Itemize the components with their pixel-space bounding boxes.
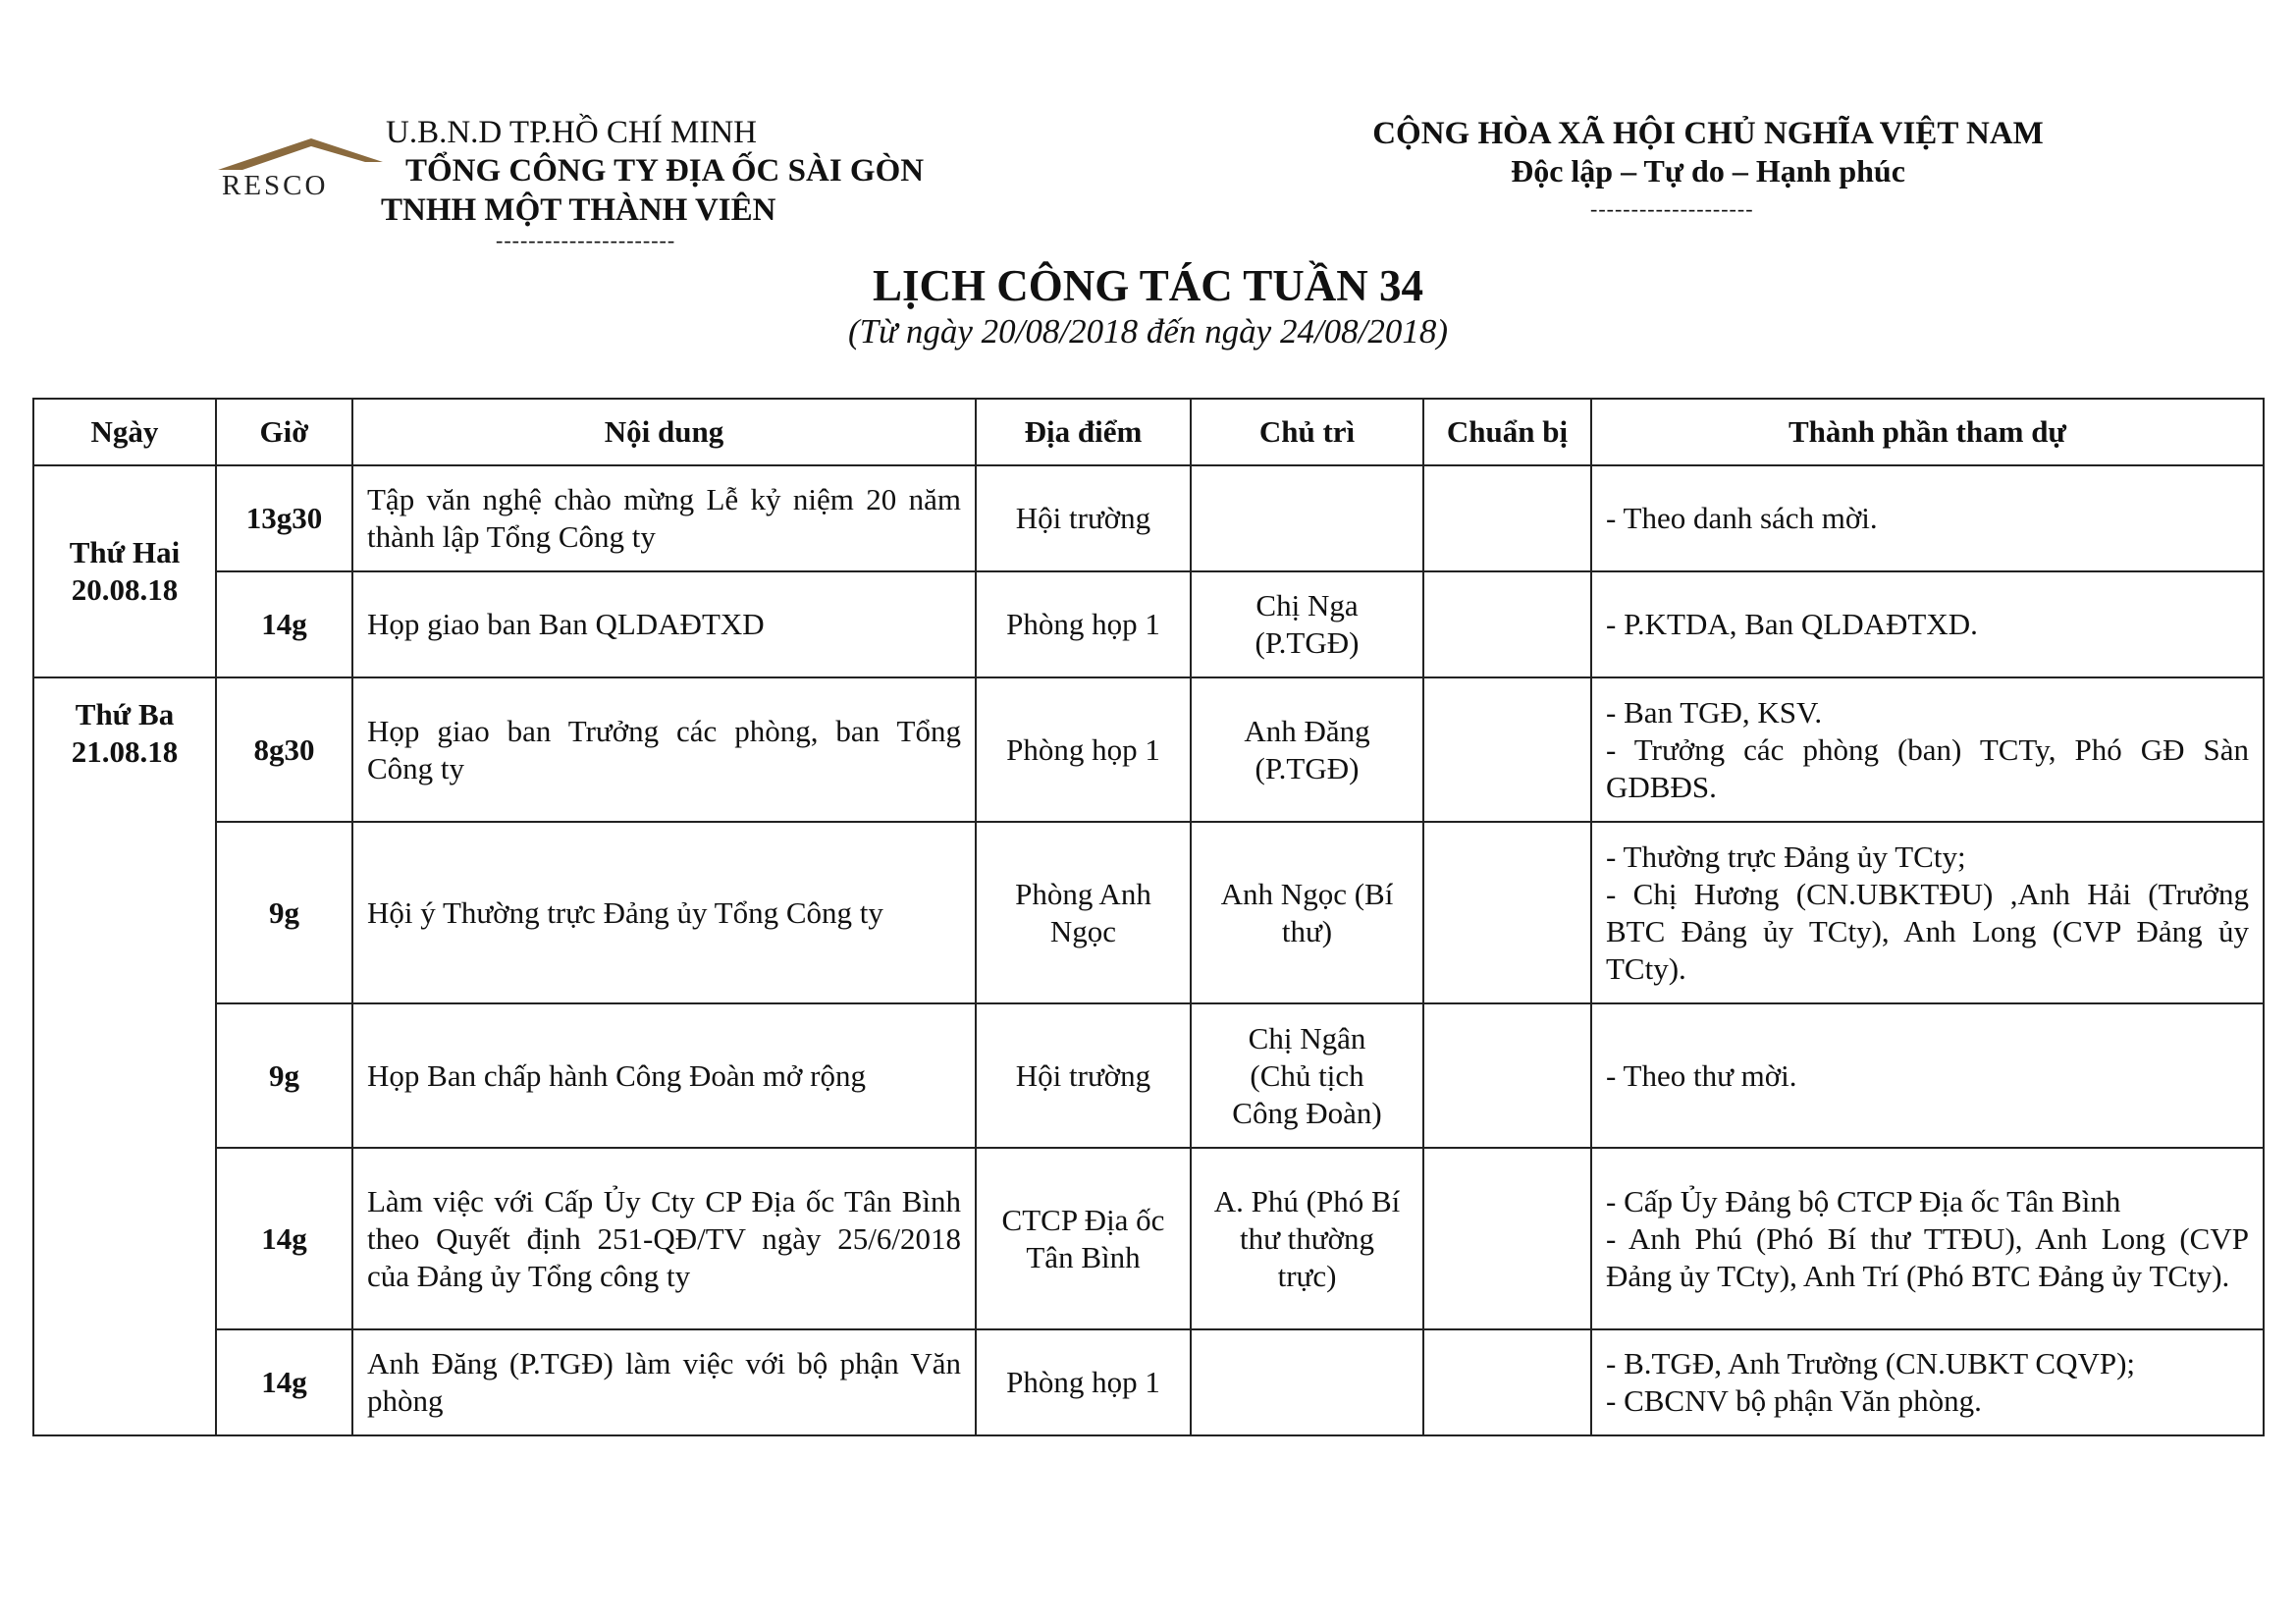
right-divider: -------------------- bbox=[1590, 196, 1754, 221]
prep-cell bbox=[1423, 465, 1591, 571]
table-row bbox=[33, 1329, 2264, 1435]
day-cell-tuesday bbox=[33, 677, 216, 1435]
location-cell: Phòng họp 1 bbox=[976, 571, 1191, 677]
attendee-line: - Trưởng các phòng (ban) TCTy, Phó GĐ Sàn GDBĐS. bbox=[1606, 731, 2249, 804]
col-header-time: Giờ bbox=[216, 399, 352, 465]
table-row bbox=[33, 1003, 2264, 1148]
attendee-line: - Theo danh sách mời. bbox=[1606, 501, 1878, 535]
attendees-cell bbox=[1591, 1003, 2264, 1148]
attendees-cell bbox=[1591, 1148, 2264, 1329]
attendee-line: - B.TGĐ, Anh Trường (CN.UBKT CQVP); bbox=[1606, 1346, 2136, 1380]
table-row bbox=[33, 822, 2264, 1003]
prep-cell bbox=[1423, 822, 1591, 1003]
location-cell: CTCP Địa ốc Tân Bình bbox=[976, 1148, 1191, 1329]
day-name: Thứ Ba bbox=[75, 697, 175, 731]
roof-logo-icon bbox=[218, 133, 383, 172]
chair-cell: Anh Ngọc (Bí thư) bbox=[1191, 822, 1423, 1003]
time-cell: 13g30 bbox=[216, 465, 352, 571]
col-header-chair: Chủ trì bbox=[1191, 399, 1423, 465]
col-header-content: Nội dung bbox=[352, 399, 976, 465]
day-date: 20.08.18 bbox=[71, 572, 179, 607]
chair-cell bbox=[1191, 1003, 1423, 1148]
time-cell: 9g bbox=[216, 822, 352, 1003]
content-cell: Hội ý Thường trực Đảng ủy Tổng Công ty bbox=[352, 822, 976, 1003]
time-cell: 14g bbox=[216, 1329, 352, 1435]
content-cell: Anh Đăng (P.TGĐ) làm việc với bộ phận Văn phòng bbox=[352, 1329, 976, 1435]
location-cell: Hội trường bbox=[976, 465, 1191, 571]
company-logo bbox=[218, 133, 383, 201]
table-row bbox=[33, 571, 2264, 677]
attendee-line: - Thường trực Đảng ủy TCty; bbox=[1606, 839, 1966, 874]
agency-line-1: U.B.N.D TP.HỒ CHÍ MINH bbox=[386, 115, 758, 150]
location-cell: Phòng họp 1 bbox=[976, 1329, 1191, 1435]
agency-line-2: TỔNG CÔNG TY ĐỊA ỐC SÀI GÒN bbox=[405, 153, 925, 189]
table-row bbox=[33, 1148, 2264, 1329]
content-cell: Họp giao ban Ban QLDAĐTXD bbox=[352, 571, 976, 677]
time-cell: 14g bbox=[216, 1148, 352, 1329]
attendees-cell bbox=[1591, 677, 2264, 822]
prep-cell bbox=[1423, 1003, 1591, 1148]
chair-cell bbox=[1191, 1329, 1423, 1435]
logo-text: RESCO bbox=[222, 170, 329, 201]
chair-cell: Anh Đăng (P.TGĐ) bbox=[1191, 677, 1423, 822]
col-header-attendees: Thành phần tham dự bbox=[1591, 399, 2264, 465]
attendees-cell bbox=[1591, 465, 2264, 571]
location-cell: Phòng họp 1 bbox=[976, 677, 1191, 822]
col-header-prep: Chuẩn bị bbox=[1423, 399, 1591, 465]
attendee-line: - Anh Phú (Phó Bí thư TTĐU), Anh Long (CVP Đảng ủy TCty), Anh Trí (Phó BTC Đảng ủy TCty). bbox=[1606, 1220, 2249, 1293]
chair-text: Chị Ngân (Chủ tịch Công Đoàn) bbox=[1232, 1020, 1382, 1130]
attendee-line: - CBCNV bộ phận Văn phòng. bbox=[1606, 1383, 1982, 1418]
chair-text: A. Phú (Phó Bí thư thường trực) bbox=[1213, 1183, 1401, 1293]
table-row bbox=[33, 465, 2264, 571]
national-motto: Độc lập – Tự do – Hạnh phúc bbox=[1511, 153, 1905, 189]
location-text: Phòng Anh Ngọc bbox=[1015, 876, 1151, 948]
prep-cell bbox=[1423, 1329, 1591, 1435]
schedule-table bbox=[32, 398, 2265, 1436]
attendees-cell bbox=[1591, 822, 2264, 1003]
page-title: LỊCH CÔNG TÁC TUẦN 34 bbox=[873, 261, 1423, 310]
attendees-cell bbox=[1591, 571, 2264, 677]
content-cell: Họp Ban chấp hành Công Đoàn mở rộng bbox=[352, 1003, 976, 1148]
chair-cell bbox=[1191, 465, 1423, 571]
attendee-line: - Theo thư mời. bbox=[1606, 1057, 1797, 1093]
date-range-subtitle: (Từ ngày 20/08/2018 đến ngày 24/08/2018) bbox=[847, 312, 1449, 351]
content-cell: Họp giao ban Trưởng các phòng, ban Tổng Công ty bbox=[352, 677, 976, 822]
attendees-cell bbox=[1591, 1329, 2264, 1435]
prep-cell bbox=[1423, 677, 1591, 822]
prep-cell bbox=[1423, 1148, 1591, 1329]
agency-line-3: TNHH MỘT THÀNH VIÊN bbox=[381, 192, 776, 228]
attendee-line: - P.KTDA, Ban QLDAĐTXD. bbox=[1606, 607, 1978, 641]
col-header-day: Ngày bbox=[33, 399, 216, 465]
location-cell bbox=[976, 822, 1191, 1003]
day-name: Thứ Hai bbox=[69, 535, 181, 569]
table-row bbox=[33, 677, 2264, 822]
col-header-location: Địa điểm bbox=[976, 399, 1191, 465]
attendee-line: - Chị Hương (CN.UBKTĐU) ,Anh Hải (Trưởng BTC Đảng ủy TCty), Anh Long (CVP Đảng ủy TCty). bbox=[1606, 876, 2249, 986]
location-cell: Hội trường bbox=[976, 1003, 1191, 1148]
time-cell: 9g bbox=[216, 1003, 352, 1148]
table-header-row bbox=[33, 399, 2264, 465]
national-title: CỘNG HÒA XÃ HỘI CHỦ NGHĨA VIỆT NAM bbox=[1372, 116, 2044, 151]
attendee-line: - Cấp Ủy Đảng bộ CTCP Địa ốc Tân Bình bbox=[1606, 1183, 2121, 1218]
time-cell: 14g bbox=[216, 571, 352, 677]
time-cell: 8g30 bbox=[216, 677, 352, 822]
attendee-line: - Ban TGĐ, KSV. bbox=[1606, 694, 1823, 730]
content-cell: Tập văn nghệ chào mừng Lễ kỷ niệm 20 năm thành lập Tổng Công ty bbox=[352, 465, 976, 571]
content-cell: Làm việc với Cấp Ủy Cty CP Địa ốc Tân Bình theo Quyết định 251-QĐ/TV ngày 25/6/2018 của Đảng ủy Tổng công ty bbox=[352, 1148, 976, 1329]
day-cell-monday bbox=[33, 465, 216, 677]
day-date: 21.08.18 bbox=[71, 734, 179, 769]
chair-cell: Chị Nga (P.TGĐ) bbox=[1191, 571, 1423, 677]
prep-cell bbox=[1423, 571, 1591, 677]
left-divider: ---------------------- bbox=[496, 228, 676, 252]
chair-cell bbox=[1191, 1148, 1423, 1329]
